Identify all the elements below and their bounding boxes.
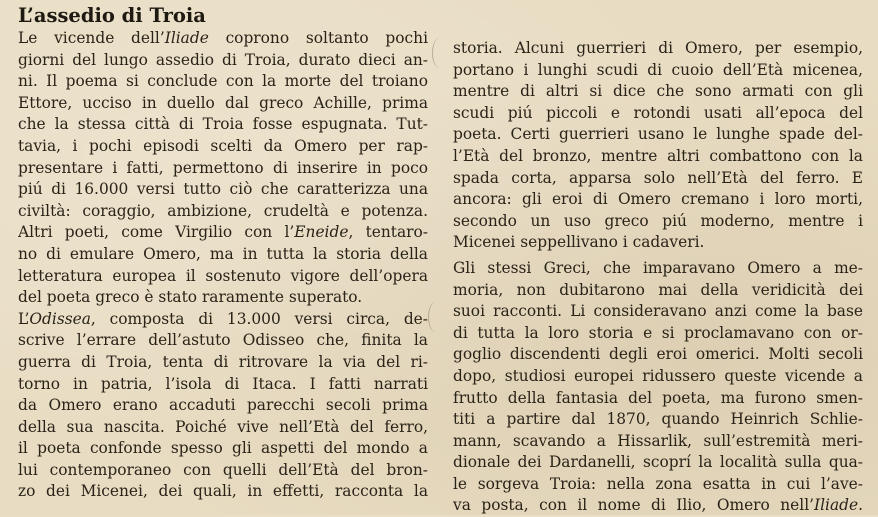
text-run: mann, scavando a Hissarlik, sull’estremità meri- xyxy=(453,431,863,450)
text-line xyxy=(18,222,428,244)
text-run: frutto della fantasia del poeta, ma furono smen- xyxy=(453,388,863,407)
text-run: le sorgeva Troia: nella zona esatta in cui l’ave- xyxy=(453,474,863,493)
text-line xyxy=(18,114,428,136)
text-line xyxy=(453,81,863,103)
text-run: goglio discendenti degli eroi omerici. Molti secoli xyxy=(453,345,863,364)
italic-title-text: Iliade xyxy=(164,29,209,47)
text-line xyxy=(18,244,428,266)
text-run: civiltà: coraggio, ambizione, crudeltà e potenza. xyxy=(18,201,428,220)
text-line xyxy=(18,352,428,374)
text-line xyxy=(453,344,863,366)
text-run: di tutta la loro storia e si proclamavano con or- xyxy=(453,323,863,342)
text-run: che la stessa città di Troia fosse espugnata. Tut- xyxy=(18,115,428,134)
text-line xyxy=(453,146,863,168)
text-column-left xyxy=(18,28,428,503)
text-line xyxy=(453,431,863,453)
text-line xyxy=(453,323,863,345)
text-run: , tentaro- xyxy=(348,223,428,242)
text-run: torno in patria, l’isola di Itaca. I fatti narrati xyxy=(18,374,428,393)
text-run: ni. Il poema si conclude con la morte del troiano xyxy=(18,72,428,91)
text-line xyxy=(453,124,863,146)
text-run: del poeta greco è stato raramente superato. xyxy=(18,288,363,307)
text-line xyxy=(453,211,863,233)
text-run: da Omero erano accaduti parecchi secoli prima xyxy=(18,396,428,415)
text-run: guerra di Troia, tenta di ritrovare la via del ri- xyxy=(18,352,428,371)
text-line xyxy=(18,266,428,288)
italic-title-text: Odissea xyxy=(29,309,91,328)
text-line xyxy=(18,28,428,50)
text-line xyxy=(18,417,428,439)
text-line xyxy=(18,179,428,201)
text-line xyxy=(453,232,863,254)
text-line xyxy=(18,395,428,417)
text-run: scrive l’errare dell’astuto Odisseo che, finita la xyxy=(18,331,428,350)
text-line xyxy=(18,330,428,352)
text-line xyxy=(453,38,863,60)
text-run: secondo un uso greco piú moderno, mentre i xyxy=(453,211,863,230)
text-line xyxy=(453,280,863,302)
text-run: il poeta confonde spesso gli aspetti del mondo a xyxy=(18,439,428,458)
text-run: moria, non dubitarono mai della veridicità dei xyxy=(453,280,863,299)
text-line xyxy=(453,168,863,190)
text-run: Altri poeti, come Virgilio con l’ xyxy=(18,223,295,242)
text-run: suoi racconti. Li consideravano anzi come la base xyxy=(453,302,863,321)
pencil-mark-top xyxy=(432,38,447,68)
italic-title-text: Eneide xyxy=(294,223,349,242)
text-line xyxy=(18,93,428,115)
text-line xyxy=(18,136,428,158)
text-run: Gli stessi Greci, che imparavano Omero a me- xyxy=(453,258,863,277)
text-run: no di emulare Omero, ma in tutta la storia della xyxy=(18,244,428,263)
text-line xyxy=(453,409,863,431)
text-line xyxy=(18,71,428,93)
text-line xyxy=(453,103,863,125)
text-run: L’ xyxy=(18,309,30,328)
text-line xyxy=(453,258,863,280)
text-run: piú di 16.000 versi tutto ciò che caratterizza una xyxy=(18,180,428,199)
text-line xyxy=(18,158,428,180)
text-line xyxy=(453,388,863,410)
text-run: Ettore, ucciso in duello dal greco Achille, prima xyxy=(18,93,428,112)
text-line xyxy=(453,474,863,496)
text-run: Micenei seppellivano i cadaveri. xyxy=(453,233,705,252)
text-run: storia. Alcuni guerrieri di Omero, per esempio, xyxy=(453,39,863,57)
text-run: zo dei Micenei, dei quali, in effetti, racconta la xyxy=(18,482,428,501)
text-line xyxy=(18,460,428,482)
text-run: . xyxy=(858,496,863,515)
text-run: ancora: gli eroi di Omero cremano i loro morti, xyxy=(453,190,863,209)
text-run: tavia, i pochi episodi scelti da Omero per rap- xyxy=(18,136,428,155)
text-line xyxy=(18,287,428,309)
text-line xyxy=(18,374,428,396)
text-run: Le vicende dell’ xyxy=(18,29,165,47)
text-line xyxy=(453,60,863,82)
text-run: presentare i fatti, permettono di inserire in poco xyxy=(18,158,428,177)
text-line xyxy=(18,201,428,223)
text-run: scudi piú piccoli e rotondi usati all’epoca del xyxy=(453,103,863,122)
text-run: letteratura europea il sostenuto vigore dell’opera xyxy=(18,266,428,285)
text-line xyxy=(453,452,863,474)
text-column-right xyxy=(453,38,863,517)
text-line xyxy=(18,309,428,331)
text-run: va posta, con il nome di Ilio, Omero nell’ xyxy=(453,496,815,515)
text-run: portano i lunghi scudi di cuoio dell’Età micenea, xyxy=(453,60,863,79)
text-line xyxy=(453,495,863,517)
text-run: spada corta, apparsa solo nell’Età del ferro. E xyxy=(453,168,863,187)
text-run: dopo, studiosi europei ridussero queste vicende a xyxy=(453,366,863,385)
text-run: giorni del lungo assedio di Troia, durato dieci an- xyxy=(18,50,428,69)
page-title: L’assedio di Troia xyxy=(18,4,206,27)
text-run: mentre di altri si dice che sono armati con gli xyxy=(453,82,863,101)
text-run: della sua nascita. Poiché vive nell’Età del ferro, xyxy=(18,417,428,436)
text-run: poeta. Certi guerrieri usano le lunghe spade del- xyxy=(453,125,863,144)
italic-title-text: Iliade xyxy=(814,496,859,515)
text-line xyxy=(453,189,863,211)
text-run: l’Età del bronzo, mentre altri combattono con la xyxy=(453,146,863,165)
text-run: titi a partire dal 1870, quando Heinrich Schlie- xyxy=(453,410,863,429)
text-line xyxy=(18,438,428,460)
text-line xyxy=(453,366,863,388)
text-line xyxy=(18,481,428,503)
text-line xyxy=(453,301,863,323)
text-run: dionale dei Dardanelli, scoprí la località sulla qua- xyxy=(453,453,863,472)
text-run: lui contemporaneo con quelli dell’Età del bron- xyxy=(18,460,428,479)
text-line xyxy=(18,50,428,72)
text-run: , composta di 13.000 versi circa, de- xyxy=(90,309,428,328)
text-run: coprono soltanto pochi xyxy=(208,29,428,47)
pencil-mark-middle xyxy=(428,302,443,332)
